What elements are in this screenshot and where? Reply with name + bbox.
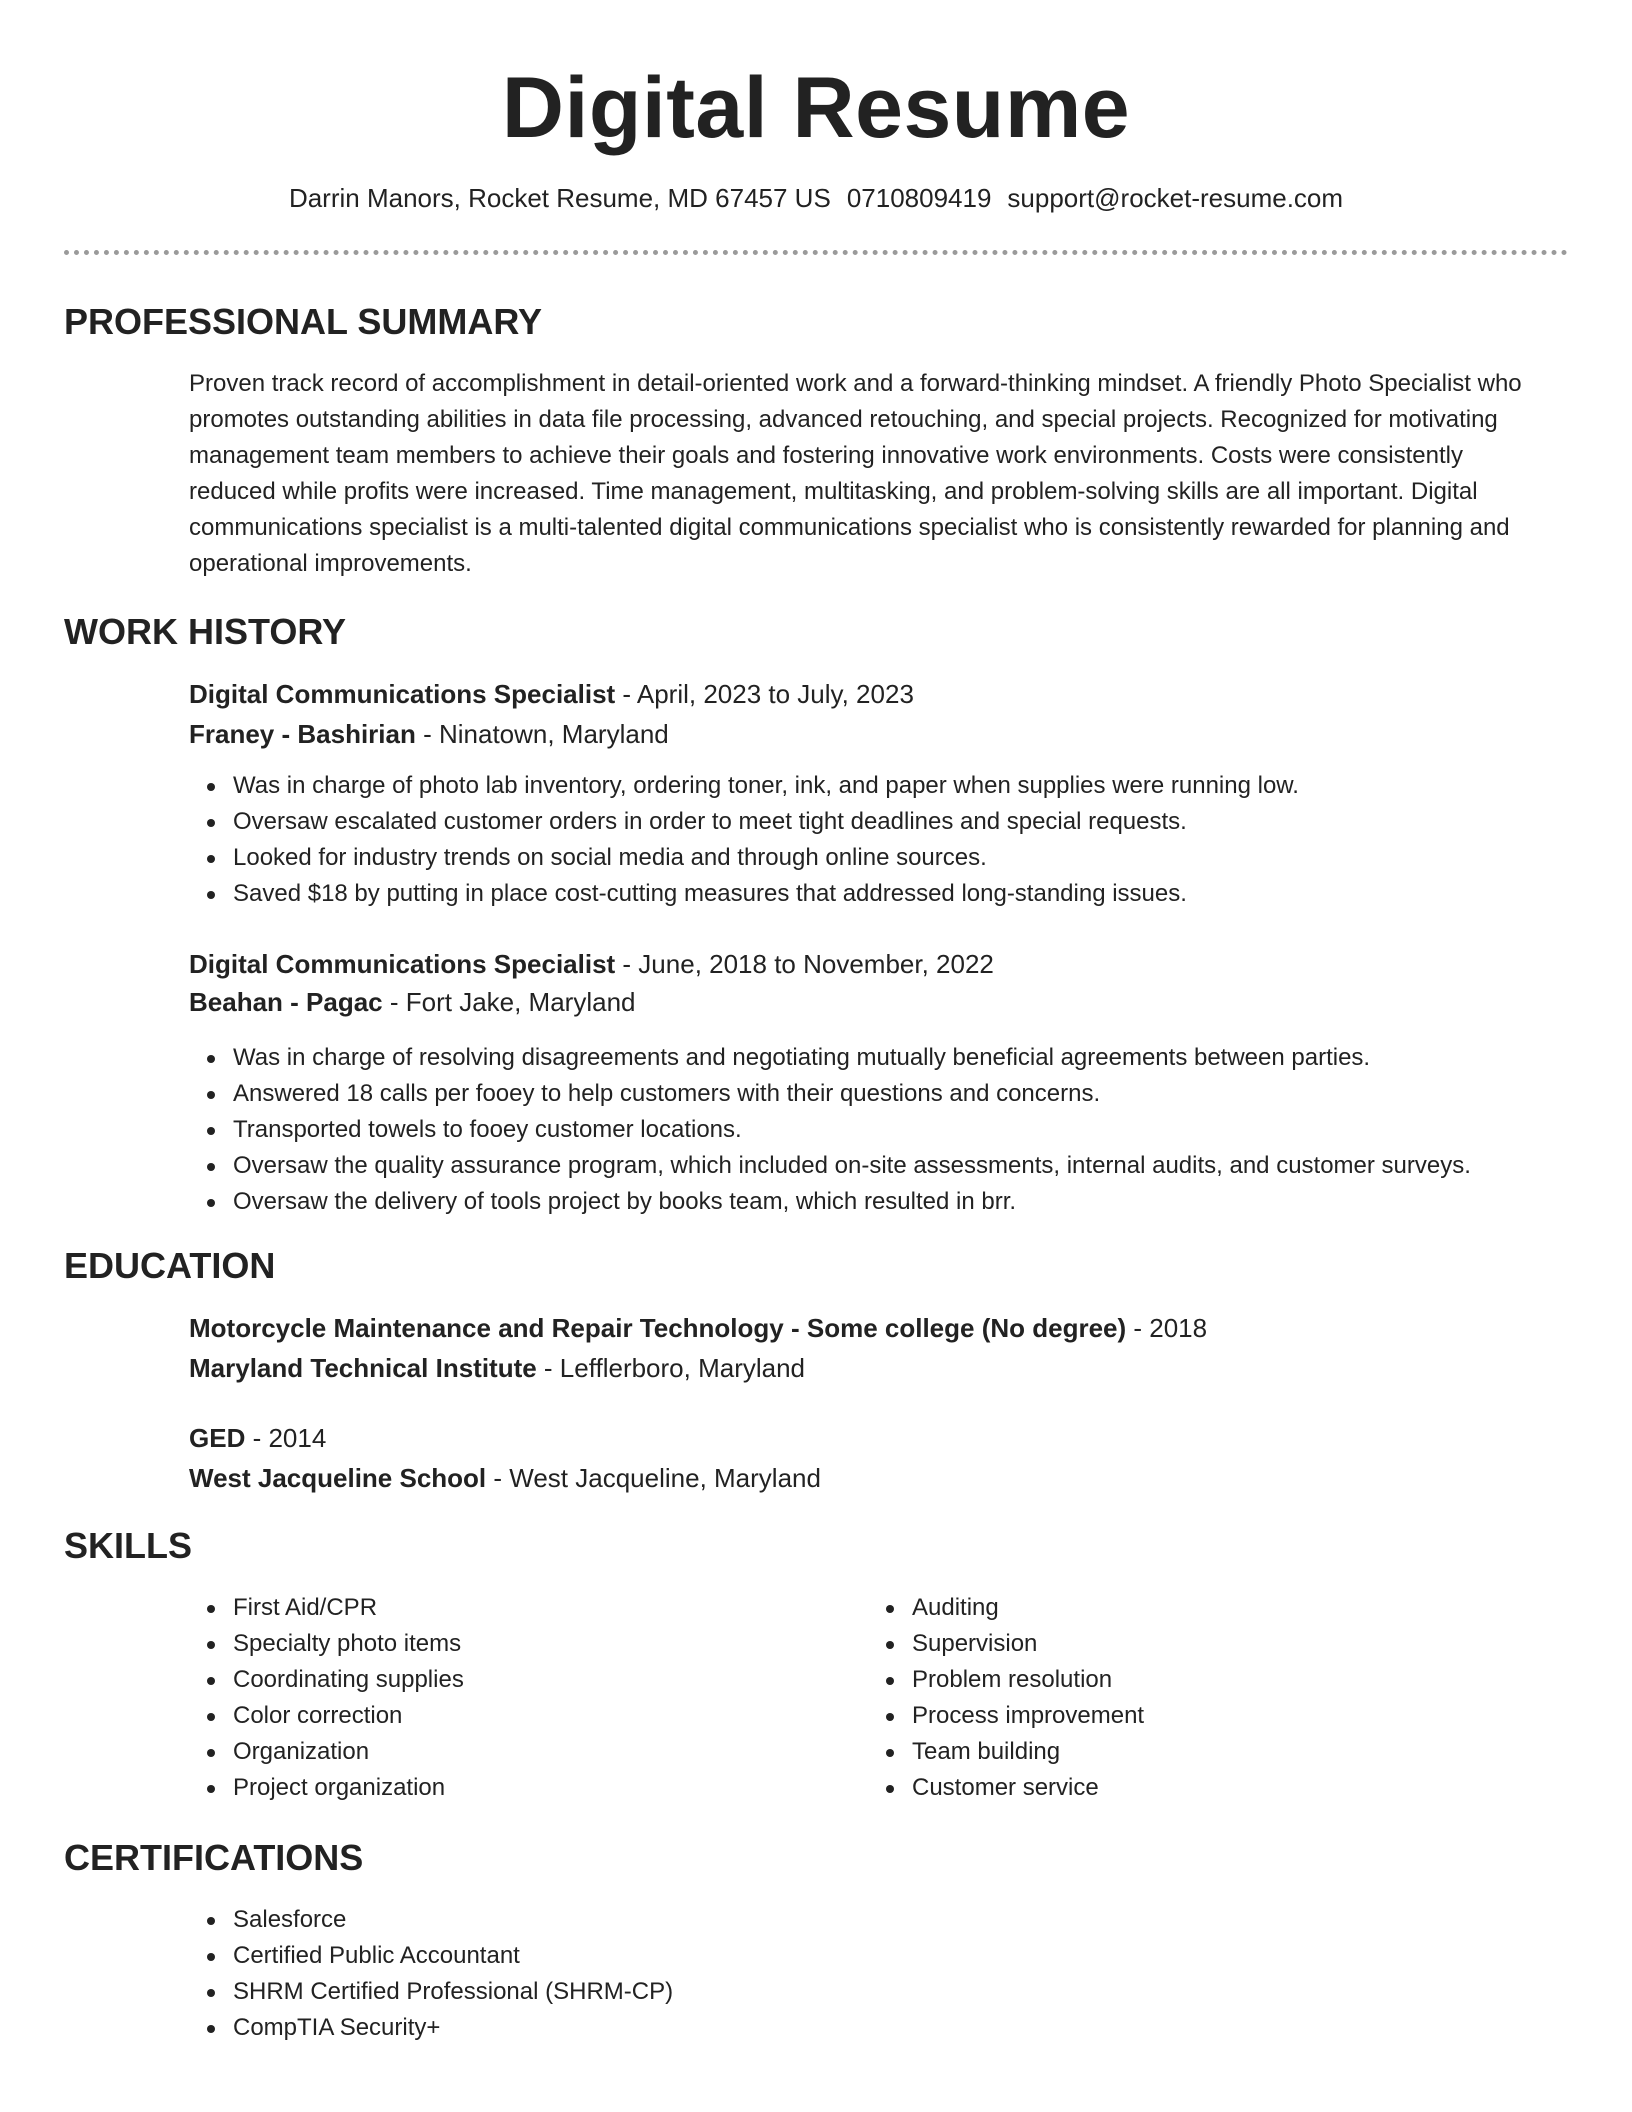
education-year: - 2018 <box>1126 1313 1208 1343</box>
skills-list-left <box>189 1590 464 1806</box>
education-location: - Lefflerboro, Maryland <box>536 1353 806 1383</box>
skill-item: Process improvement <box>912 1698 1144 1734</box>
skill-item: Team building <box>912 1734 1144 1770</box>
certification-item: CompTIA Security+ <box>233 2010 673 2046</box>
skills-heading: SKILLS <box>64 1525 193 1566</box>
header-divider <box>64 250 1568 255</box>
skill-item: Supervision <box>912 1626 1144 1662</box>
job-company: Beahan - Pagac <box>189 987 383 1017</box>
job-title-line <box>189 676 914 712</box>
list-item: Oversaw the quality assurance program, which included on-site assessments, internal audits, and customer surveys. <box>233 1148 1471 1184</box>
certification-item: Salesforce <box>233 1902 673 1938</box>
skill-item: Customer service <box>912 1770 1144 1806</box>
education-heading: EDUCATION <box>64 1245 276 1286</box>
skill-item: First Aid/CPR <box>233 1590 464 1626</box>
job-company: Franey - Bashirian <box>189 719 416 749</box>
job-dates: - June, 2018 to November, 2022 <box>615 949 994 979</box>
certifications-list <box>189 1902 673 2046</box>
list-item: Saved $18 by putting in place cost-cutting measures that addressed long-standing issues. <box>233 876 1299 912</box>
summary-heading: PROFESSIONAL SUMMARY <box>64 301 543 342</box>
work-history-heading: WORK HISTORY <box>64 611 347 652</box>
job-company-line <box>189 716 669 752</box>
education-degree: GED <box>189 1423 246 1453</box>
job-bullets <box>189 1040 1471 1220</box>
certifications-heading: CERTIFICATIONS <box>64 1837 364 1878</box>
job-company-line <box>189 984 636 1020</box>
skill-item: Color correction <box>233 1698 464 1734</box>
job-location: - Ninatown, Maryland <box>415 719 669 749</box>
contact-email[interactable]: support@rocket-resume.com <box>1007 183 1344 213</box>
contact-address: Darrin Manors, Rocket Resume, MD 67457 US <box>288 183 831 213</box>
education-degree: Motorcycle Maintenance and Repair Technology - Some college (No degree) <box>189 1313 1127 1343</box>
certification-item: SHRM Certified Professional (SHRM-CP) <box>233 1974 673 2010</box>
job-title: Digital Communications Specialist <box>189 679 616 709</box>
job-location: - Fort Jake, Maryland <box>382 987 636 1017</box>
contact-phone: 0710809419 <box>846 183 992 213</box>
skill-item: Project organization <box>233 1770 464 1806</box>
list-item: Was in charge of photo lab inventory, ordering toner, ink, and paper when supplies were running low. <box>233 768 1299 804</box>
education-degree-line <box>189 1420 326 1456</box>
list-item: Transported towels to fooey customer locations. <box>233 1112 1471 1148</box>
list-item: Was in charge of resolving disagreements and negotiating mutually beneficial agreements between parties. <box>233 1040 1471 1076</box>
resume-title: Digital Resume <box>501 60 1131 156</box>
skill-item: Problem resolution <box>912 1662 1144 1698</box>
certification-item: Certified Public Accountant <box>233 1938 673 1974</box>
skill-item: Specialty photo items <box>233 1626 464 1662</box>
job-dates: - April, 2023 to July, 2023 <box>615 679 914 709</box>
education-school: West Jacqueline School <box>189 1463 487 1493</box>
job-title: Digital Communications Specialist <box>189 949 616 979</box>
list-item: Oversaw the delivery of tools project by books team, which resulted in brr. <box>233 1184 1471 1220</box>
skill-item: Organization <box>233 1734 464 1770</box>
education-degree-line <box>189 1310 1207 1346</box>
education-location: - West Jacqueline, Maryland <box>486 1463 821 1493</box>
skill-item: Auditing <box>912 1590 1144 1626</box>
list-item: Answered 18 calls per fooey to help customers with their questions and concerns. <box>233 1076 1471 1112</box>
education-school: Maryland Technical Institute <box>189 1353 537 1383</box>
job-title-line <box>189 946 994 982</box>
list-item: Oversaw escalated customer orders in order to meet tight deadlines and special requests. <box>233 804 1299 840</box>
education-school-line <box>189 1460 821 1496</box>
list-item: Looked for industry trends on social media and through online sources. <box>233 840 1299 876</box>
skills-list-right <box>868 1590 1144 1806</box>
job-bullets <box>189 768 1299 912</box>
education-school-line <box>189 1350 805 1386</box>
contact-info <box>0 180 1632 216</box>
summary-text: Proven track record of accomplishment in detail-oriented work and a forward-thinking mindset. A friendly Photo Specialist who promotes outstanding abilities in data file processing, advanced retouching, and special projects. Recognized for motivating management team members to achieve their goals and fostering innovative work environments. Costs were consistently reduced while profits were increased. Time management, multitasking, and problem-solving skills are all important. Digital communications specialist is a multi-talented digital communications specialist who is consistently rewarded for planning and operational improvements. <box>189 370 1522 577</box>
skill-item: Coordinating supplies <box>233 1662 464 1698</box>
education-year: - 2014 <box>245 1423 327 1453</box>
